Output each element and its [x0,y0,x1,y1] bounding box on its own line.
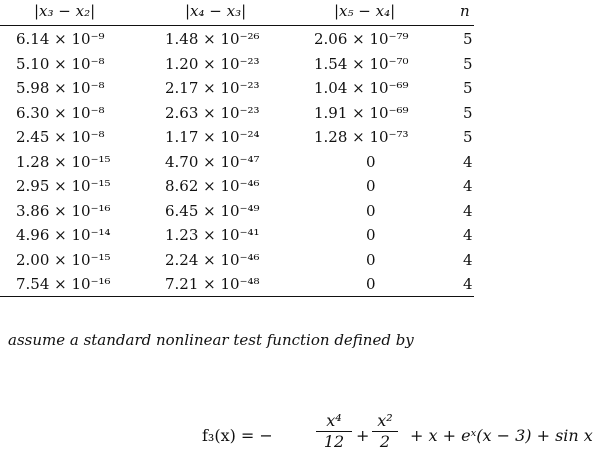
fraction-denominator: 2 [379,432,391,451]
col-header-x5-x4: |x₅ − x₄| [334,2,396,20]
table-cell: 0 [366,152,376,171]
table-cell: 2.95 × 10⁻¹⁵ [16,177,111,195]
table-row [0,202,474,227]
table-cell: 4 [463,275,473,293]
table-row [0,177,474,202]
table-cell: 0 [366,201,376,220]
table-cell: 4 [463,201,473,220]
equation-remainder: + x + eˣ(x − 3) + sin x [410,426,593,445]
table-row [0,128,474,153]
fraction-x4-over-12 [314,412,354,451]
table-header [0,0,474,24]
table-cell: 1.28 × 10⁻⁷³ [314,128,409,146]
table-cell: 8.62 × 10⁻⁴⁶ [165,177,260,195]
fraction-denominator: 12 [323,432,345,451]
table-cell: 1.28 × 10⁻¹⁵ [16,152,111,171]
table-cell: 5.98 × 10⁻⁸ [16,79,105,97]
fraction-x2-over-2 [370,412,400,451]
table-cell: 7.54 × 10⁻¹⁶ [16,275,111,293]
table-cell: 6.45 × 10⁻⁴⁹ [165,201,260,220]
table-cell: 7.21 × 10⁻⁴⁸ [165,275,260,293]
table-cell: 5.10 × 10⁻⁸ [16,54,105,73]
body-paragraph: assume a standard nonlinear test function defined by [8,331,414,349]
plus-sign: + [356,426,370,445]
table-cell: 5 [463,79,473,97]
table-cell: 0 [366,275,376,293]
table-row [0,104,474,129]
table-cell: 2.00 × 10⁻¹⁵ [16,250,111,269]
table-cell: 0 [366,250,376,269]
table-cell: 1.20 × 10⁻²³ [165,54,260,73]
table-body [0,30,474,300]
table-header-rule [0,25,474,26]
fraction-numerator: x⁴ [326,411,342,430]
table-cell: 5 [463,128,473,146]
equation-lhs: f₃(x) = − [202,426,273,445]
table-row [0,55,474,80]
fraction-numerator: x² [377,411,393,430]
table-cell: 0 [366,177,376,195]
table-row [0,226,474,251]
table-cell: 6.14 × 10⁻⁹ [16,30,105,48]
table-cell: 1.17 × 10⁻²⁴ [165,128,260,146]
table-cell: 2.63 × 10⁻²³ [165,103,260,122]
table-cell: 4.70 × 10⁻⁴⁷ [165,152,260,171]
table-cell: 1.91 × 10⁻⁶⁹ [314,103,409,122]
table-bottom-rule [0,296,474,297]
table-cell: 2.17 × 10⁻²³ [165,79,260,97]
table-cell: 5 [463,103,473,122]
table-cell: 4 [463,226,473,244]
table-cell: 1.54 × 10⁻⁷⁰ [314,54,409,73]
table-row [0,251,474,276]
table-cell: 2.06 × 10⁻⁷⁹ [314,30,409,48]
table-cell: 3.86 × 10⁻¹⁶ [16,201,111,220]
table-cell: 1.04 × 10⁻⁶⁹ [314,79,409,97]
col-header-x3-x2: |x₃ − x₂| [34,2,96,20]
table-cell: 5 [463,30,473,48]
table-row [0,30,474,55]
col-header-x4-x3: |x₄ − x₃| [185,2,247,20]
table-cell: 4.96 × 10⁻¹⁴ [16,226,111,244]
table-cell: 4 [463,152,473,171]
table-cell: 2.45 × 10⁻⁸ [16,128,105,146]
col-header-n: n [460,2,470,20]
table-cell: 6.30 × 10⁻⁸ [16,103,105,122]
table-row [0,153,474,178]
table-cell: 0 [366,226,376,244]
table-cell: 4 [463,250,473,269]
table-cell: 1.48 × 10⁻²⁶ [165,30,260,48]
table-cell: 5 [463,54,473,73]
table-cell: 4 [463,177,473,195]
table-cell: 2.24 × 10⁻⁴⁶ [165,250,260,269]
table-cell: 1.23 × 10⁻⁴¹ [165,226,260,244]
table-row [0,79,474,104]
